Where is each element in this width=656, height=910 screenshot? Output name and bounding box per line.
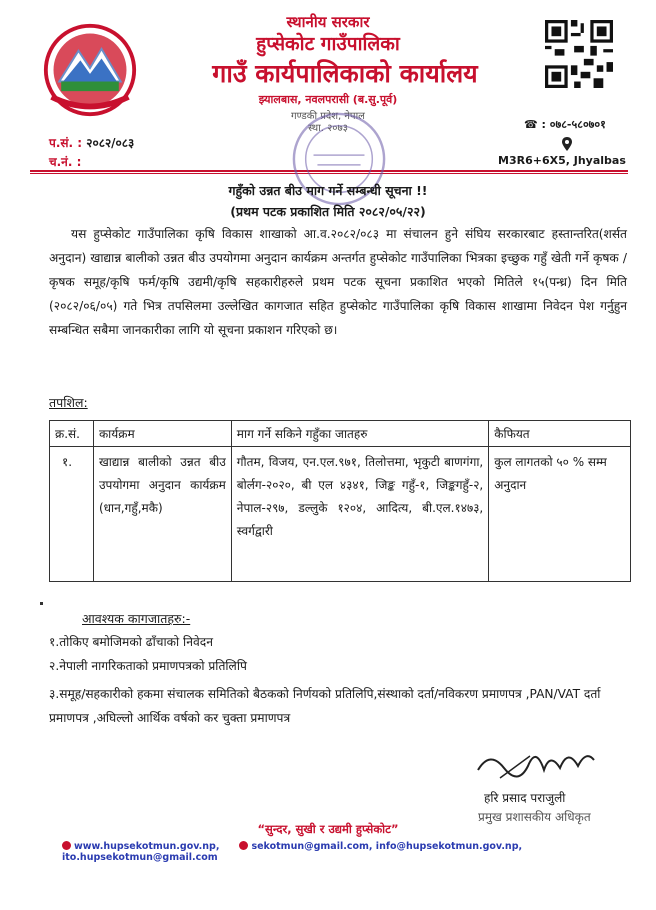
globe-icon [62, 841, 71, 850]
header-province: गण्डकी प्रदेश, नेपाल [291, 111, 365, 122]
cell-varieties: गौतम, विजय, एन.एल.९७१, तिलोत्तमा, भृकुटी बाणगंगा, बोर्लग-२०२०, बी एल ४३४१, जिङ्क गहुँ-१, जिङ्कगहुँ-२, नेपाल-२९७, डल्लुके १२०४, आदित्य, बी.एल.१४७३, स्वर्गद्वारी [231, 447, 488, 582]
footer-website[interactable]: www.hupsekotmun.gov.np, [74, 841, 220, 852]
letter-number [49, 134, 134, 151]
col-header-program: कार्यक्रम [93, 421, 231, 447]
col-header-sn: क्र.सं. [50, 421, 94, 447]
signature-icon [470, 740, 600, 790]
cell-sn: १. [50, 447, 94, 582]
ps-label: प.सं. : [49, 136, 83, 150]
phone-icon: ☎ [524, 118, 538, 131]
stray-mark [40, 602, 43, 605]
ps-value: २०८२/०८३ [86, 136, 135, 150]
header-local-govt: स्थानीय सरकार [286, 13, 370, 31]
documents-heading: आवश्यक कागजातहरु:- [82, 611, 191, 626]
cell-program: खाद्यान्न बालीको उन्नत बीउ उपयोगमा अनुदान कार्यक्रम (धान,गहुँ,मकै) [93, 447, 231, 582]
dispatch-number [49, 153, 81, 170]
notice-subject: गहुँको उन्नत बीउ माग गर्ने सम्बन्धी सूचना !! [228, 183, 428, 198]
plus-code-location: M3R6+6X5, Jhyalbas [498, 154, 626, 167]
location-pin-icon [562, 137, 572, 151]
header-municipality: हुप्सेकोट गाउँपालिका [256, 33, 400, 55]
col-header-remarks: कैफियत [489, 421, 631, 447]
signatory-name: हरि प्रसाद पराजुली [484, 791, 566, 805]
details-table [49, 420, 631, 582]
header-address: झ्यालबास, नवलपरासी (ब.सु.पूर्व) [258, 93, 398, 106]
footer-contacts [62, 841, 656, 863]
footer-emails[interactable]: sekotmun@gmail.com, info@hupsekotmun.gov.np, ito.hupsekotmun@gmail.com [62, 841, 523, 863]
cell-remarks: कुल लागतको ५० % सम्म अनुदान [489, 447, 631, 582]
email-icon [239, 841, 248, 850]
table-row [50, 447, 631, 582]
details-heading: तपशिल: [49, 395, 88, 410]
phone-number [524, 117, 606, 132]
notice-body [49, 222, 627, 342]
qr-code-icon [545, 20, 613, 88]
header-established: स्था. २०७३ [308, 123, 348, 134]
header-office: गाउँ कार्यपालिकाको कार्यालय [212, 59, 478, 88]
document-item: १.तोकिए बमोजिमको ढाँचाको निवेदन [49, 635, 213, 649]
notice-body-text: यस हुप्सेकोट गाउँपालिका कृषि विकास शाखाको आ.व.२०८२/०८३ मा संचालन हुने संघिय सरकारबाट हस्तान्तरित(शर्सत अनुदान) खाद्यान्न बालीको उन्नत बीउ उपयोगमा अनुदान कार्यक्रम अन्तर्गत हुप्सेकोट गाउँपालिका भित्रका इच्छुक गहुँ खेती गर्ने कृषक /कृषक समूह/कृषि फर्म/कृषि उद्यमी/कृषि सहकारीहरुले प्रथम पटक सूचना प्रकाशित भएको मितिले १५(पन्ध्र) दिन मिति (२०८२/०६/०५) गते भित्र तपसिलमा उल्लेखित कागजात सहित हुप्सेकोट गाउँपालिका कृषि विकास शाखामा निवेदन पेश गर्नुहुन सम्बन्धित सबैमा जानकारीका लागि यो सूचना प्रकाशन गरिएको छ। [49, 227, 627, 337]
cn-label: च.नं. : [49, 155, 82, 169]
col-header-varieties: माग गर्ने सकिने गहुँका जातहरु [231, 421, 488, 447]
document-item: २.नेपाली नागरिकताको प्रमाणपत्रको प्रतिलिपि [49, 659, 247, 673]
table-header-row [50, 421, 631, 447]
phone-text: : ०७८-५८०७०१ [541, 118, 606, 131]
document-item: ३.समूह/सहकारीको हकमा संचालक समितिको बैठकको निर्णयको प्रतिलिपि,संस्थाको दर्ता/नविकरण प्रमाणपत्र ,PAN/VAT दर्ता प्रमाणपत्र ,अघिल्लो आर्थिक वर्षको कर चुक्ता प्रमाणपत्र [49, 687, 601, 725]
signatory-title: प्रमुख प्रशासकीय अधिकृत [478, 810, 591, 824]
notice-published-date: (प्रथम पटक प्रकाशित मिति २०८२/०५/२२) [230, 204, 426, 219]
footer-slogan: “सुन्दर, सुखी र उद्यमी हुप्सेकोट” [257, 822, 399, 836]
